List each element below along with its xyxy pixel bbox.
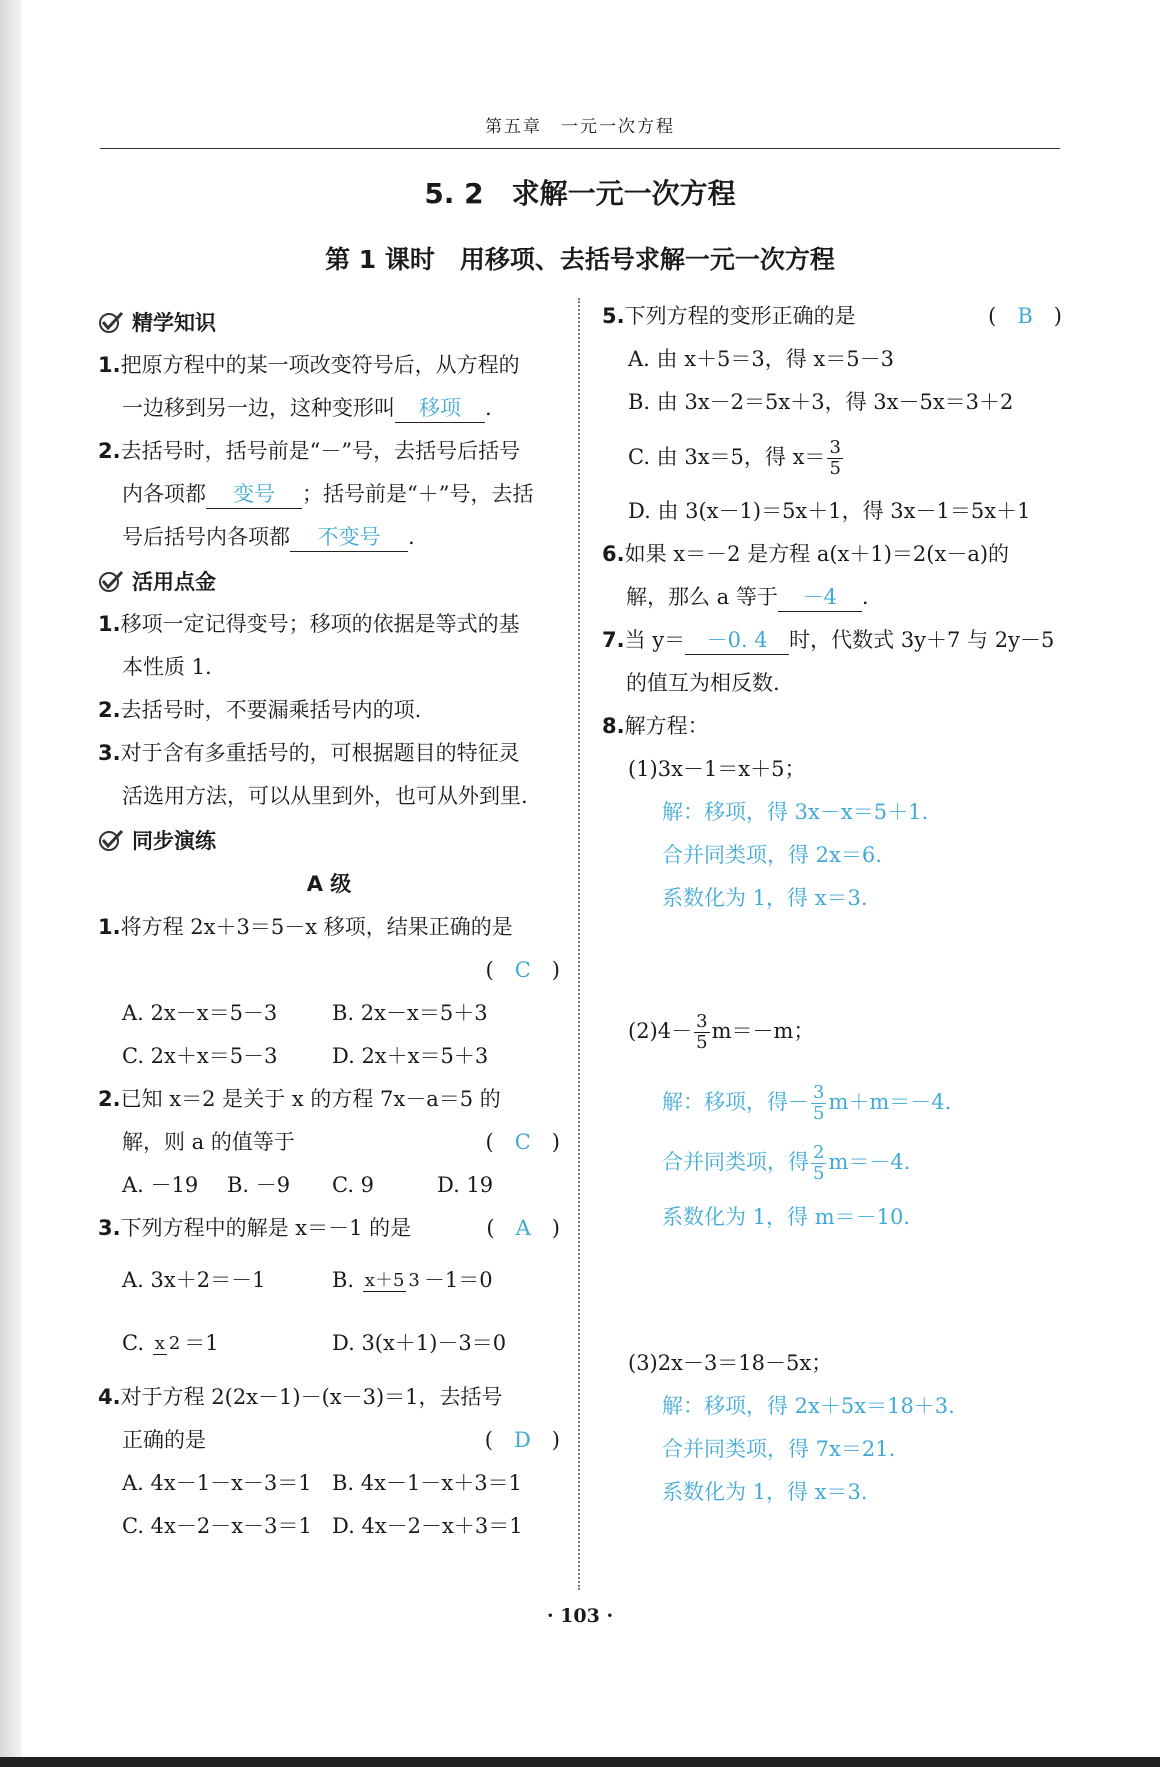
answer-choice: C: [514, 958, 531, 982]
section-practice: [98, 818, 560, 862]
solution-step: 合并同类项，得 2x＝6.: [662, 843, 882, 867]
text: 内各项都: [122, 482, 206, 506]
step-text: m＋m＝－4.: [828, 1090, 952, 1114]
section-label: 精学知识: [132, 311, 216, 335]
option-c: C. 4x－2－x－3＝1: [122, 1514, 312, 1538]
section-title: 5. 2 求解一元一次方程: [424, 177, 736, 210]
text: 去括号时，括号前是“－”号，去括号后括号: [120, 439, 521, 463]
numerator: 3: [813, 1082, 825, 1103]
denominator: 5: [829, 458, 841, 479]
answer-blank: 移项: [395, 394, 485, 423]
step-text: m＝－4.: [828, 1150, 911, 1174]
column-divider: [578, 298, 580, 1590]
equation-text: m＝－m；: [711, 1019, 815, 1043]
page-number: · 103 ·: [546, 1605, 614, 1627]
solution-step: 合并同类项，得 7x＝21.: [662, 1437, 896, 1461]
question-text: 如果 x＝－2 是方程 a(x＋1)＝2(x－a)的: [624, 542, 1010, 566]
option-d: D. 2x＋x＝5＋3: [332, 1044, 489, 1068]
question-text: 下列方程中的解是 x＝－1 的是: [120, 1216, 412, 1240]
answer-choice: D: [513, 1428, 531, 1452]
fraction: [363, 1271, 422, 1292]
question-text: 将方程 2x＋3＝5－x 移项，结果正确的是: [120, 915, 513, 939]
option-a: A. 4x－1－x－3＝1: [122, 1471, 312, 1495]
q-number: 8.: [602, 714, 625, 738]
option-a: A. 3x＋2＝－1: [122, 1268, 266, 1292]
answer-blank: 变号: [206, 480, 302, 509]
option-b: B. －9: [227, 1173, 291, 1197]
question-text: 的值互为相反数.: [626, 671, 780, 695]
question-text: 下列方程的变形正确的是: [624, 304, 856, 328]
left-column: 精学知识 1.把原方程中的某一项改变符号后，从方程的 一边移到另一边，这种变形叫 移项 . 2.去括号时，括号前是“－”号，去括号后括号 内各项都 变号 ；括号前是“＋”号，去括 号后括号内各项都 不变号 . 活用点金 1.移项一定记得变号；移项的依据是等式的基 本性质 1. 2.去括号时，不要漏乘括号内的项. 3.对于含有多重括号的，可根据题目的特征灵 活选用方法，可以从里到外，也可从外到里. 同步演练 A 级 1.将方程 2x＋3＝5－x 移项，结果正确的是 ( C ) A. 2x－x＝5－3 B. 2x－x＝5＋3 C. 2x＋x＝5－3 D. 2x＋x＝5＋3 2.已知 x＝2 是关于 x 的方程 7x－a＝5 的 解，则 a 的值等于 ( C ) A. －19 B. －9 C. 9 D. 19 3.下列方程中的解是 x＝－1 的是 ( A ) A. 3x＋2＝－1 B. x＋5 3 －1＝0 C. x 2 ＝1 D. 3(x＋1)－3＝0 4.对于方程 2(2x－1)－(x－3)＝1，去括号 正确的是 ( D ) A. 4x－1－x－3＝1 B. 4x－1－x＋3＝1 C. 4x－2－x－3＝1 D. 4x－2－x＋3＝1: [98, 300, 560, 1548]
q-number: 4.: [98, 1385, 121, 1409]
question-text: 时，代数式 3y＋7 与 2y－5: [789, 628, 1055, 652]
section-label: 活用点金: [132, 570, 216, 594]
check-icon: [98, 569, 124, 593]
option-a: A. －19: [122, 1173, 199, 1197]
option-b: B. 2x－x＝5＋3: [332, 1001, 488, 1025]
section-tips: [98, 559, 560, 603]
step-text: 解：移项，得－: [662, 1090, 809, 1114]
numerator: x＋5: [364, 1270, 405, 1291]
answer-choice: B: [1017, 304, 1033, 328]
q-number: 3.: [98, 1216, 121, 1240]
numerator: x: [154, 1333, 165, 1354]
solution-step: 系数化为 1，得 m＝－10.: [662, 1205, 911, 1229]
option-text: －1＝0: [423, 1268, 493, 1292]
q-number: 1.: [98, 915, 121, 939]
question-text: 对于方程 2(2x－1)－(x－3)＝1，去括号: [120, 1385, 503, 1409]
step-text: 合并同类项，得: [662, 1150, 809, 1174]
equation-3: (3)2x－3＝18－5x；: [628, 1351, 833, 1375]
solution-step: [602, 1132, 1062, 1192]
answer-blank: －4: [778, 583, 862, 612]
header-rule: [100, 148, 1060, 149]
option-text: ＝1: [184, 1331, 219, 1355]
denominator: 5: [696, 1032, 708, 1053]
answer-choice: A: [515, 1216, 531, 1240]
option-d: D. 19: [437, 1173, 494, 1197]
page-edge-shadow: [0, 0, 22, 1767]
solution-step: 系数化为 1，得 x＝3.: [662, 886, 868, 910]
chapter-header: 第五章 一元一次方程: [485, 117, 675, 137]
equation-1: (1)3x－1＝x＋5；: [628, 757, 806, 781]
denominator: 5: [813, 1103, 825, 1124]
denominator: 3: [408, 1270, 420, 1291]
q-number: 2.: [98, 698, 121, 722]
numerator: 2: [813, 1142, 825, 1163]
question-text: 正确的是: [122, 1428, 206, 1452]
option-label: B.: [332, 1268, 355, 1292]
solution-step: 解：移项，得 2x＋5x＝18＋3.: [662, 1394, 955, 1418]
answer-bracket: ( C ): [485, 958, 560, 982]
answer-bracket: ( D ): [484, 1428, 560, 1452]
solution-step: 解：移项，得 3x－x＝5＋1.: [662, 800, 929, 824]
section-knowledge: [98, 300, 560, 344]
question-text: 解方程：: [624, 714, 709, 738]
lesson-title: 第 1 课时 用移项、去括号求解一元一次方程: [325, 245, 835, 274]
answer-blank: －0. 4: [685, 626, 789, 655]
option-a: A. 由 x＋5＝3，得 x＝5－3: [628, 347, 894, 371]
option-a: A. 2x－x＝5－3: [122, 1001, 278, 1025]
text: 一边移到另一边，这种变形叫: [122, 396, 395, 420]
option-c: [602, 424, 1062, 490]
right-column: 5.下列方程的变形正确的是 ( B ) A. 由 x＋5＝3，得 x＝5－3 B. 由 3x－2＝5x＋3，得 3x－5x＝3＋2 C. 由 3x＝5，得 x＝ $\frac{3}{5}$ D. 由 3(x－1)＝5x＋1，得 3x－1＝5x＋1 6.如果 x＝－2 是方程 a(x＋1)＝2(x－a)的 解，那么 a 等于 －4 . 7.当 y＝ －0. 4 时，代数式 3y＋7 与 2y－5 的值互为相反数. 8.解方程： (1)3x－1＝x＋5； 解：移项，得 3x－x＝5＋1. 合并同类项，得 2x＝6. 系数化为 1，得 x＝3. (2)4－ $\frac{3}{5}$ m＝－m； 解：移项，得－ $\frac{3}{5}$ m＋m＝－4. 合并同类项，得 $\frac{2}{5}$ m＝－4. 系数化为 1，得 m＝－10. (3)2x－3＝18－5x； 解：移项，得 2x＋5x＝18＋3. 合并同类项，得 7x＝21. 系数化为 1，得 x＝3.: [602, 295, 1062, 1514]
numerator: 3: [696, 1011, 708, 1032]
option-text: C. 由 3x＝5，得 x＝: [628, 445, 826, 469]
option-label: C.: [122, 1331, 144, 1355]
option-b: B. 4x－1－x＋3＝1: [332, 1471, 522, 1495]
answer-blank: 不变号: [290, 523, 408, 552]
answer-bracket: ( C ): [485, 1130, 560, 1154]
option-c: C. 2x＋x＝5－3: [122, 1044, 278, 1068]
q-number: 1.: [98, 612, 121, 636]
answer-choice: C: [514, 1130, 531, 1154]
check-icon: [98, 828, 124, 852]
question-text: 解，那么 a 等于: [626, 585, 778, 609]
question-text: 解，则 a 的值等于: [122, 1130, 295, 1154]
fraction: [827, 438, 842, 479]
option-d: D. 3(x＋1)－3＝0: [332, 1331, 507, 1355]
text: 活选用方法，可以从里到外，也可从外到里.: [122, 784, 528, 808]
solution-step: [602, 1072, 1062, 1132]
equation-text: (2)4－: [628, 1019, 693, 1043]
q-number: 6.: [602, 542, 625, 566]
option-c: [122, 1310, 332, 1376]
fraction: [694, 1012, 709, 1053]
q-number: 2.: [98, 439, 121, 463]
denominator: 5: [813, 1163, 825, 1184]
text: 移项一定记得变号；移项的依据是等式的基: [120, 612, 520, 636]
level-label: A 级: [306, 872, 352, 896]
option-b: B. 由 3x－2＝5x＋3，得 3x－5x＝3＋2: [628, 390, 1014, 414]
text: 对于含有多重括号的，可根据题目的特征灵: [120, 741, 520, 765]
q-number: 7.: [602, 628, 625, 652]
text: 本性质 1.: [122, 655, 212, 679]
section-label: 同步演练: [132, 829, 216, 853]
q-number: 1.: [98, 353, 121, 377]
text: 去括号时，不要漏乘括号内的项.: [120, 698, 422, 722]
question-text: 当 y＝: [624, 628, 686, 652]
fraction: [153, 1334, 183, 1355]
equation-2: [602, 1002, 1062, 1060]
numerator: 3: [829, 437, 841, 458]
fraction: [811, 1143, 826, 1184]
fraction: [811, 1083, 826, 1124]
q-number: 3.: [98, 741, 121, 765]
option-d: D. 由 3(x－1)＝5x＋1，得 3x－1＝5x＋1: [628, 499, 1031, 523]
solution-step: 系数化为 1，得 x＝3.: [662, 1480, 868, 1504]
answer-bracket: ( A ): [486, 1216, 560, 1240]
question-text: 已知 x＝2 是关于 x 的方程 7x－a＝5 的: [120, 1087, 501, 1111]
option-b: [332, 1250, 493, 1310]
text: 把原方程中的某一项改变符号后，从方程的: [120, 353, 520, 377]
denominator: 2: [168, 1333, 181, 1354]
answer-bracket: ( B ): [988, 304, 1062, 328]
q-number: 2.: [98, 1087, 121, 1111]
option-c: C. 9: [332, 1173, 375, 1197]
q-number: 5.: [602, 304, 625, 328]
text: ；括号前是“＋”号，去括: [302, 482, 534, 506]
text: 号后括号内各项都: [122, 525, 290, 549]
option-d: D. 4x－2－x＋3＝1: [332, 1514, 523, 1538]
check-icon: [98, 310, 124, 334]
bottom-bar: [0, 1757, 1160, 1767]
